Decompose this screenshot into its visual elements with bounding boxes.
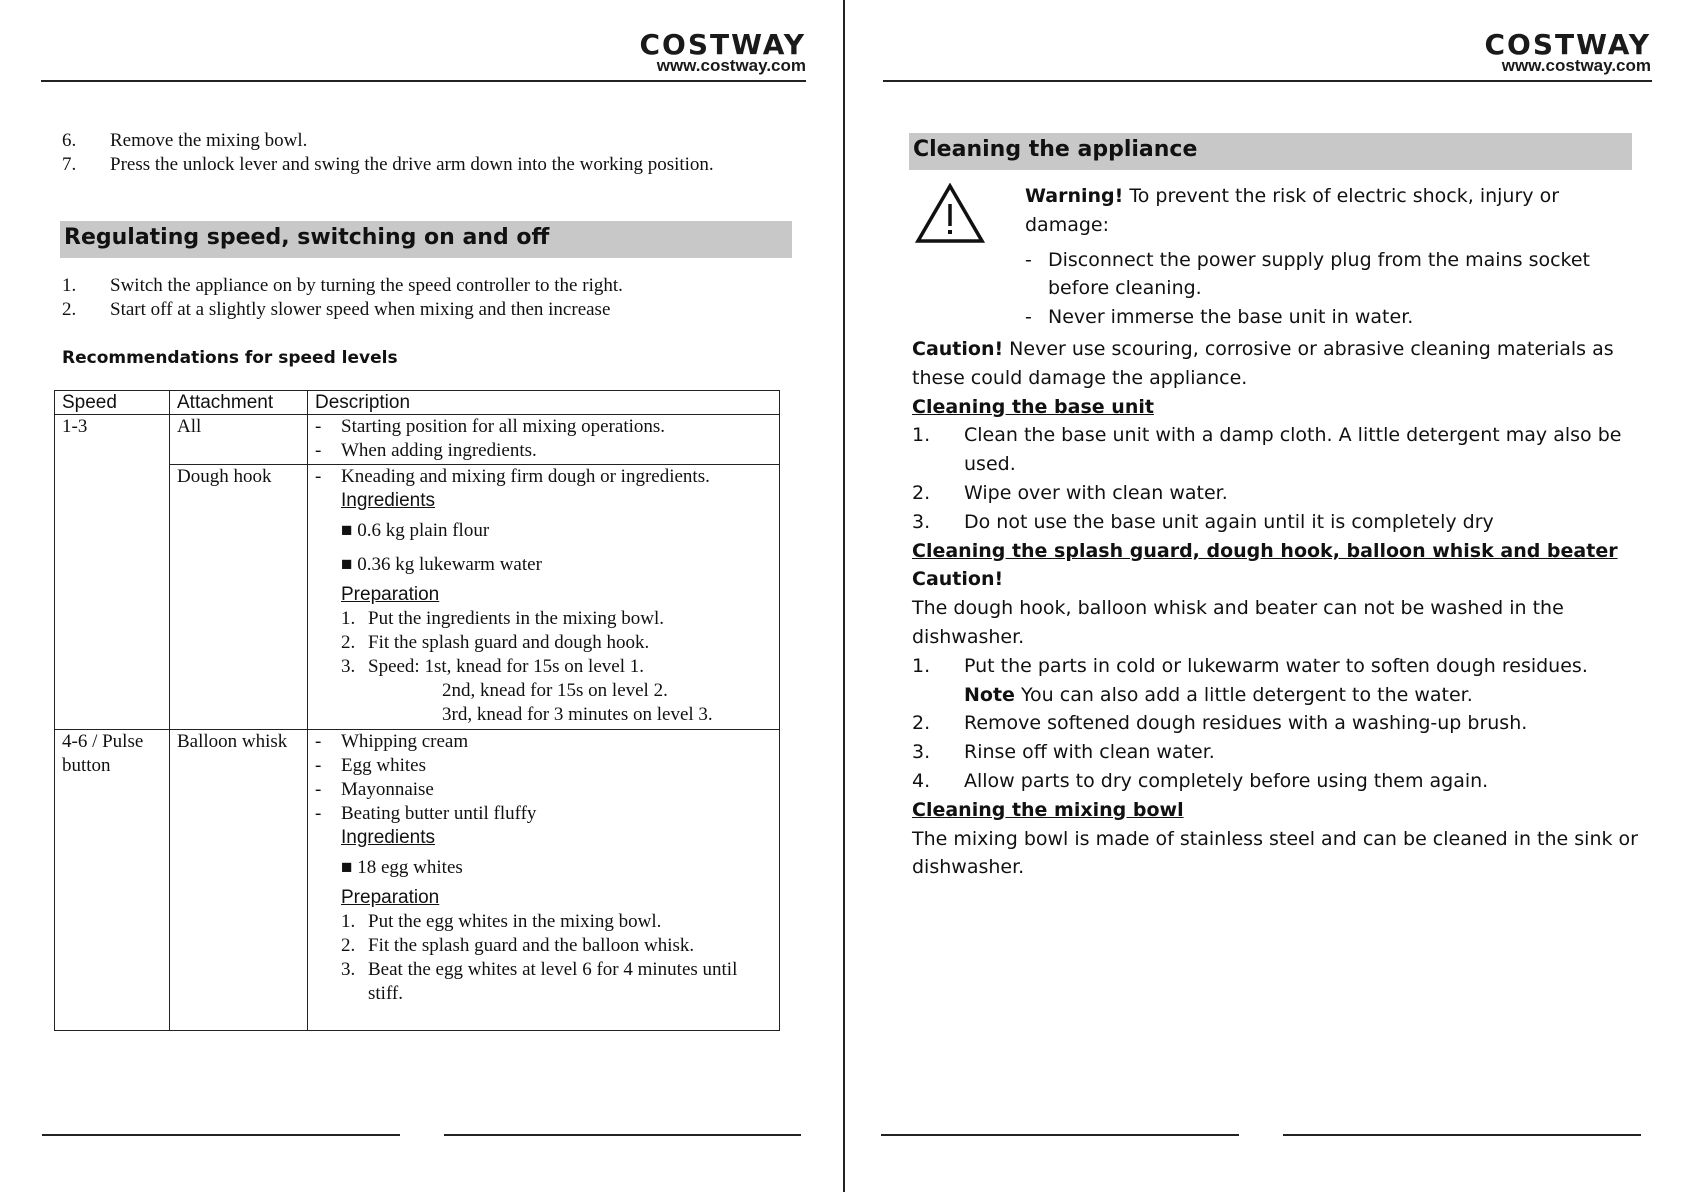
list-item: 2. Wipe over with clean water. <box>912 481 1228 504</box>
header-rule <box>41 80 806 82</box>
speed-cell: 4-6 / Pulse button <box>55 730 170 1031</box>
site-url: www.costway.com <box>1501 56 1651 75</box>
list-item: 4. Allow parts to dry completely before using them again. <box>912 769 1489 792</box>
table-header-row <box>55 391 780 415</box>
header-rule <box>883 80 1652 82</box>
speed-cell: 1-3 <box>55 415 170 730</box>
section-title: Cleaning the appliance <box>909 133 1632 170</box>
footer-rule <box>881 1134 1239 1136</box>
ingredients-label: Ingredients <box>341 490 436 511</box>
list-item: 1. Put the parts in cold or lukewarm water to soften dough residues. <box>912 654 1588 677</box>
footer-rule <box>444 1134 801 1136</box>
splash-caution: Caution! <box>912 568 1004 591</box>
cleaning-content <box>912 335 1652 882</box>
footer-rule <box>1283 1134 1641 1136</box>
col-description: Description <box>308 391 780 415</box>
list-item: 1. Clean the base unit with a damp cloth. A little detergent may also be used. <box>912 424 1622 476</box>
list-item: 3. Do not use the base unit again until it is completely dry <box>912 510 1494 533</box>
mixing-bowl-paragraph: The mixing bowl is made of stainless steel and can be cleaned in the sink or dishwasher. <box>912 827 1638 879</box>
attachment-cell: Balloon whisk <box>170 730 308 1031</box>
description-cell: - Whipping cream - Egg whites - Mayonnaise - Beating butter until fluffy Ingredients ■ 18 egg whites Preparation 1. Put the egg whites in the mixing bowl. 2. Fit the splash guard and the balloon whisk. 3. Beat the egg whites at level 6 for 4 minutes until stiff. <box>308 730 780 1031</box>
preparation-label: Preparation <box>341 887 440 908</box>
note-line: Note You can also add a little detergent to the water. <box>964 683 1473 706</box>
ingredients-label: Ingredients <box>341 827 436 848</box>
list-item: 6. Remove the mixing bowl. <box>62 130 308 151</box>
base-unit-title: Cleaning the base unit <box>912 395 1154 418</box>
brand-logo: COSTWAY <box>639 28 806 61</box>
col-attachment: Attachment <box>170 391 308 415</box>
list-item: 3. Rinse off with clean water. <box>912 741 1215 764</box>
warning-block: Warning! To prevent the risk of electric shock, injury or damage: - Disconnect the power supply plug from the mains socket before cleaning. - Never immerse the base unit in water. <box>1025 185 1591 329</box>
list-item: 2. Remove softened dough residues with a washing-up brush. <box>912 712 1528 735</box>
description-cell: - Starting position for all mixing operations. - When adding ingredients. <box>308 415 780 465</box>
attachment-cell: Dough hook <box>170 465 308 730</box>
col-speed: Speed <box>55 391 170 415</box>
list-item: 7. Press the unlock lever and swing the drive arm down into the working position. <box>62 154 714 175</box>
attachment-cell: All <box>170 415 308 465</box>
splash-paragraph: The dough hook, balloon whisk and beater can not be washed in the dishwasher. <box>912 597 1564 648</box>
mixing-bowl-title: Cleaning the mixing bowl <box>912 798 1184 821</box>
footer-rule <box>42 1134 400 1136</box>
brand-logo: COSTWAY <box>1484 28 1651 61</box>
list-item: 2. Start off at a slightly slower speed when mixing and then increase <box>62 299 611 320</box>
caution-paragraph: Caution! Never use scouring, corrosive or abrasive cleaning materials as these could damage the appliance. <box>912 338 1614 389</box>
warning-triangle-icon <box>915 183 985 245</box>
splash-guard-title: Cleaning the splash guard, dough hook, balloon whisk and beater <box>912 539 1618 562</box>
site-url: www.costway.com <box>656 56 806 75</box>
preparation-label: Preparation <box>341 584 440 605</box>
speed-table <box>54 390 780 1031</box>
right-page <box>845 0 1685 1192</box>
section-title: Regulating speed, switching on and off <box>60 221 792 258</box>
table-row <box>55 415 780 465</box>
description-cell: - Kneading and mixing firm dough or ingredients. Ingredients ■ 0.6 kg plain flour ■ 0.36 kg lukewarm water Preparation 1. Put the ingredients in the mixing bowl. 2. Fit the splash guard and dough hook. 3. Speed: 1st, knead for 15s on level 1. 2nd, knead for 15s on level 2. 3rd, knead for 3 minutes on level 3. <box>308 465 780 730</box>
recommendations-title: Recommendations for speed levels <box>62 348 398 368</box>
list-item: 1. Switch the appliance on by turning the speed controller to the right. <box>62 275 623 296</box>
table-row <box>55 730 780 1031</box>
